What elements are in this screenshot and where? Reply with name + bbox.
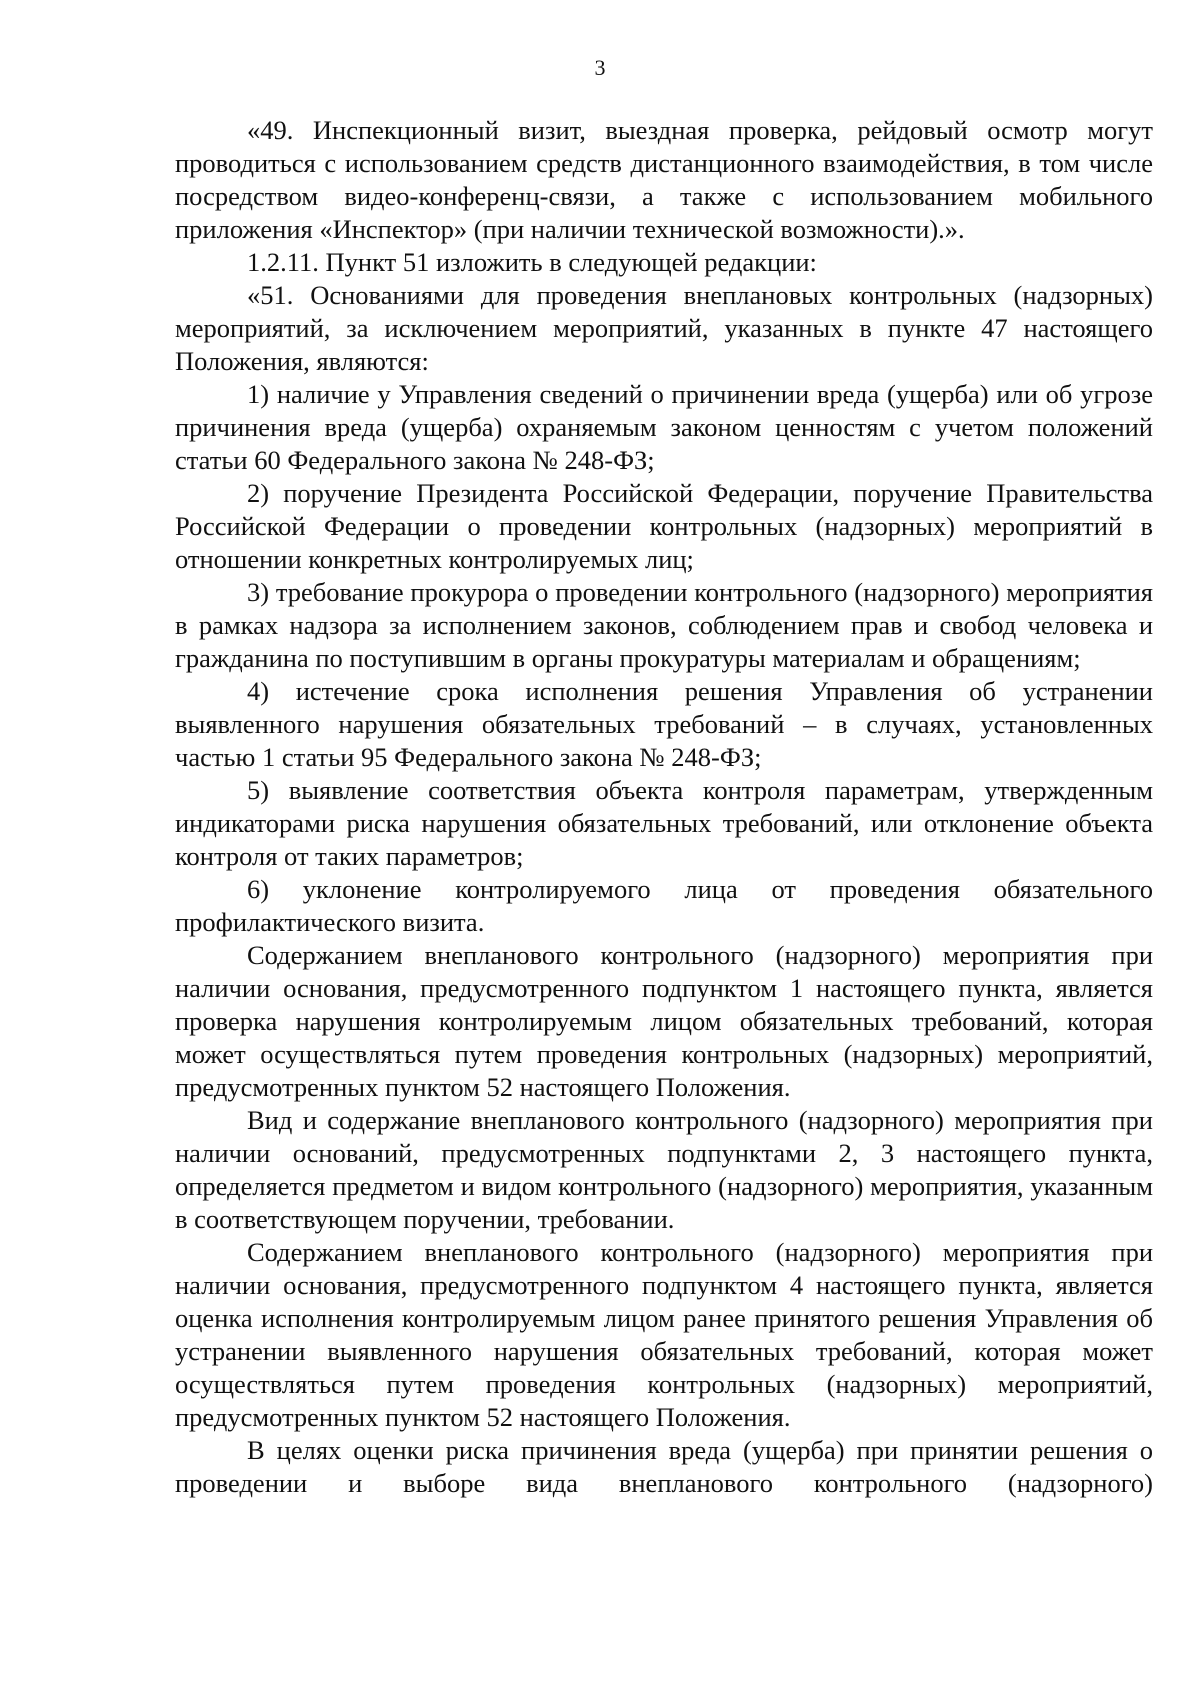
paragraph-risk-assessment: В целях оценки риска причинения вреда (ущерба) при принятии решения о проведении и выборе вида внепланового контрольного (надзорного) (175, 1435, 1153, 1498)
list-item-2: 2) поручение Президента Российской Федерации, поручение Правительства Российской Федерации о проведении контрольных (надзорных) мероприятий в отношении конкретных контролируемых лиц; (175, 478, 1153, 574)
page-number: 3 (594, 55, 606, 80)
paragraph-item-51-intro: «51. Основаниями для проведения внеплановых контрольных (надзорных) мероприятий, за исключением мероприятий, указанных в пункте 47 настоящего Положения, являются: (175, 280, 1153, 376)
paragraph-content-basis-2-3: Вид и содержание внепланового контрольного (надзорного) мероприятия при наличии оснований, предусмотренных подпунктами 2, 3 настоящего пункта, определяется предметом и видом контрольного (надзорного) мероприятия, указанным в соответствующем поручении, требовании. (175, 1105, 1153, 1234)
paragraph-content-basis-1: Содержанием внепланового контрольного (надзорного) мероприятия при наличии основания, предусмотренного подпунктом 1 настоящего пункта, является проверка нарушения контролируемым лицом обязательных требований, которая может осуществляться путем проведения контрольных (надзорных) мероприятий, предусмотренных пунктом 52 настоящего Положения. (175, 940, 1153, 1102)
paragraph-clause-1-2-11: 1.2.11. Пункт 51 изложить в следующей редакции: (247, 247, 817, 277)
document-body (175, 114, 1153, 1500)
list-item-6: 6) уклонение контролируемого лица от проведения обязательного профилактического визита. (175, 874, 1153, 937)
list-item-1: 1) наличие у Управления сведений о причинении вреда (ущерба) или об угрозе причинения вреда (ущерба) охраняемым законом ценностям с учетом положений статьи 60 Федерального закона № 248-ФЗ; (175, 379, 1153, 475)
list-item-5: 5) выявление соответствия объекта контроля параметрам, утвержденным индикаторами риска нарушения обязательных требований, или отклонение объекта контроля от таких параметров; (175, 775, 1153, 871)
paragraph-content-basis-4: Содержанием внепланового контрольного (надзорного) мероприятия при наличии основания, предусмотренного подпунктом 4 настоящего пункта, является оценка исполнения контролируемым лицом ранее принятого решения Управления об устранении выявленного нарушения обязательных требований, которая может осуществляться путем проведения контрольных (надзорных) мероприятий, предусмотренных пунктом 52 настоящего Положения. (175, 1237, 1153, 1432)
list-item-4: 4) истечение срока исполнения решения Управления об устранении выявленного нарушения обязательных требований – в случаях, установленных частью 1 статьи 95 Федерального закона № 248-ФЗ; (175, 676, 1153, 772)
list-item-3: 3) требование прокурора о проведении контрольного (надзорного) мероприятия в рамках надзора за исполнением законов, соблюдением прав и свобод человека и гражданина по поступившим в органы прокуратуры материалам и обращениям; (175, 577, 1153, 673)
paragraph-item-49: «49. Инспекционный визит, выездная проверка, рейдовый осмотр могут проводиться с использованием средств дистанционного взаимодействия, в том числе посредством видео-конференц-связи, а также с использованием мобильного приложения «Инспектор» (при наличии технической возможности).». (175, 115, 1153, 244)
